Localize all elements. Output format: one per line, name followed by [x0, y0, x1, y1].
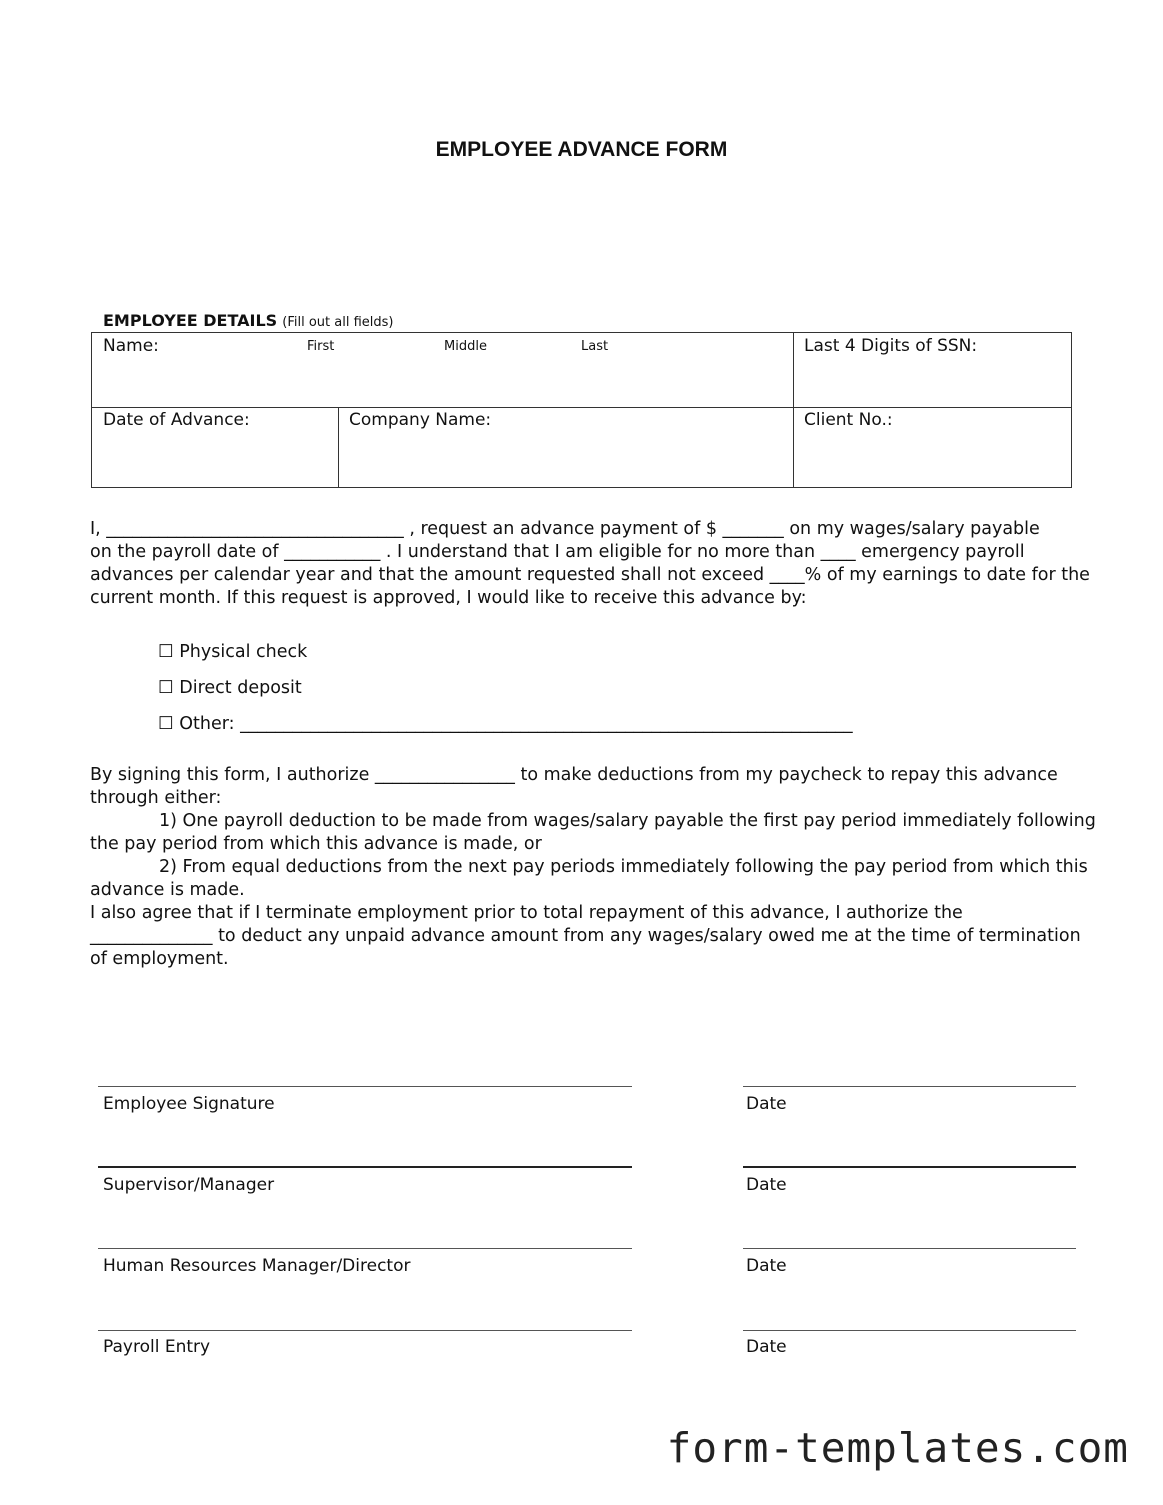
authorization-line: 2) From equal deductions from the next pay periods immediately following the pay period from which this — [159, 857, 1088, 877]
payroll-entry-label: Payroll Entry — [103, 1337, 211, 1357]
employee-details-note: (Fill out all fields) — [282, 315, 394, 330]
employee-signature-label: Employee Signature — [103, 1094, 275, 1114]
company-name-field[interactable]: Company Name: — [349, 410, 492, 430]
payroll-signature-line[interactable] — [98, 1330, 632, 1331]
page-title: EMPLOYEE ADVANCE FORM — [435, 138, 728, 161]
date-of-advance-field[interactable]: Date of Advance: — [103, 410, 250, 430]
supervisor-date-label: Date — [746, 1175, 787, 1195]
first-name-label: First — [307, 339, 335, 354]
authorization-line[interactable]: By signing this form, I authorize ________________ to make deductions from my paycheck to repay this advance — [90, 765, 1058, 785]
watermark: form-templates.com — [666, 1424, 1129, 1472]
last-name-label: Last — [581, 339, 609, 354]
authorization-line: of employment. — [90, 949, 229, 969]
ssn-field[interactable]: Last 4 Digits of SSN: — [804, 336, 978, 356]
payroll-date-label: Date — [746, 1337, 787, 1357]
client-no-field[interactable]: Client No.: — [804, 410, 893, 430]
employee-details-heading — [103, 311, 394, 330]
employee-date-line[interactable] — [743, 1086, 1076, 1087]
employee-signature-line[interactable] — [98, 1086, 632, 1087]
supervisor-date-line[interactable] — [743, 1166, 1076, 1168]
authorization-line: the pay period from which this advance is made, or — [90, 834, 542, 854]
hr-signature-line[interactable] — [98, 1248, 632, 1249]
authorization-line: advance is made. — [90, 880, 245, 900]
hr-signature-label: Human Resources Manager/Director — [103, 1256, 411, 1276]
authorization-paragraph — [90, 764, 1096, 971]
request-line[interactable]: on the payroll date of ___________ . I understand that I am eligible for no more than ____ emergency payroll — [90, 542, 1025, 562]
supervisor-signature-label: Supervisor/Manager — [103, 1175, 275, 1195]
name-field[interactable]: Name: — [103, 336, 159, 356]
hr-date-line[interactable] — [743, 1248, 1076, 1249]
request-line[interactable]: advances per calendar year and that the amount requested shall not exceed ____% of my earnings to date for the — [90, 565, 1090, 585]
request-line[interactable]: I, __________________________________ , request an advance payment of $ _______ on my wages/salary payable — [90, 519, 1040, 539]
authorization-line[interactable]: ______________ to deduct any unpaid advance amount from any wages/salary owed me at the time of termination — [90, 926, 1081, 946]
employee-details-title: EMPLOYEE DETAILS — [103, 311, 278, 330]
authorization-line: through either: — [90, 788, 222, 808]
middle-name-label: Middle — [444, 339, 487, 354]
other-checkbox[interactable]: ☐ Other: ______________________________________________________________________ — [158, 714, 853, 734]
hr-date-label: Date — [746, 1256, 787, 1276]
authorization-line: 1) One payroll deduction to be made from wages/salary payable the first pay period immediately following — [159, 811, 1096, 831]
request-paragraph — [90, 518, 1090, 610]
table-col-divider-ssn — [793, 332, 794, 488]
table-col-divider-company — [338, 407, 339, 488]
table-row-divider — [91, 407, 1072, 408]
request-line: current month. If this request is approved, I would like to receive this advance by: — [90, 588, 807, 608]
authorization-line: I also agree that if I terminate employment prior to total repayment of this advance, I authorize the — [90, 903, 963, 923]
supervisor-signature-line[interactable] — [98, 1166, 632, 1168]
payroll-date-line[interactable] — [743, 1330, 1076, 1331]
direct-deposit-checkbox[interactable]: ☐ Direct deposit — [158, 678, 302, 698]
employee-date-label: Date — [746, 1094, 787, 1114]
physical-check-checkbox[interactable]: ☐ Physical check — [158, 642, 308, 662]
